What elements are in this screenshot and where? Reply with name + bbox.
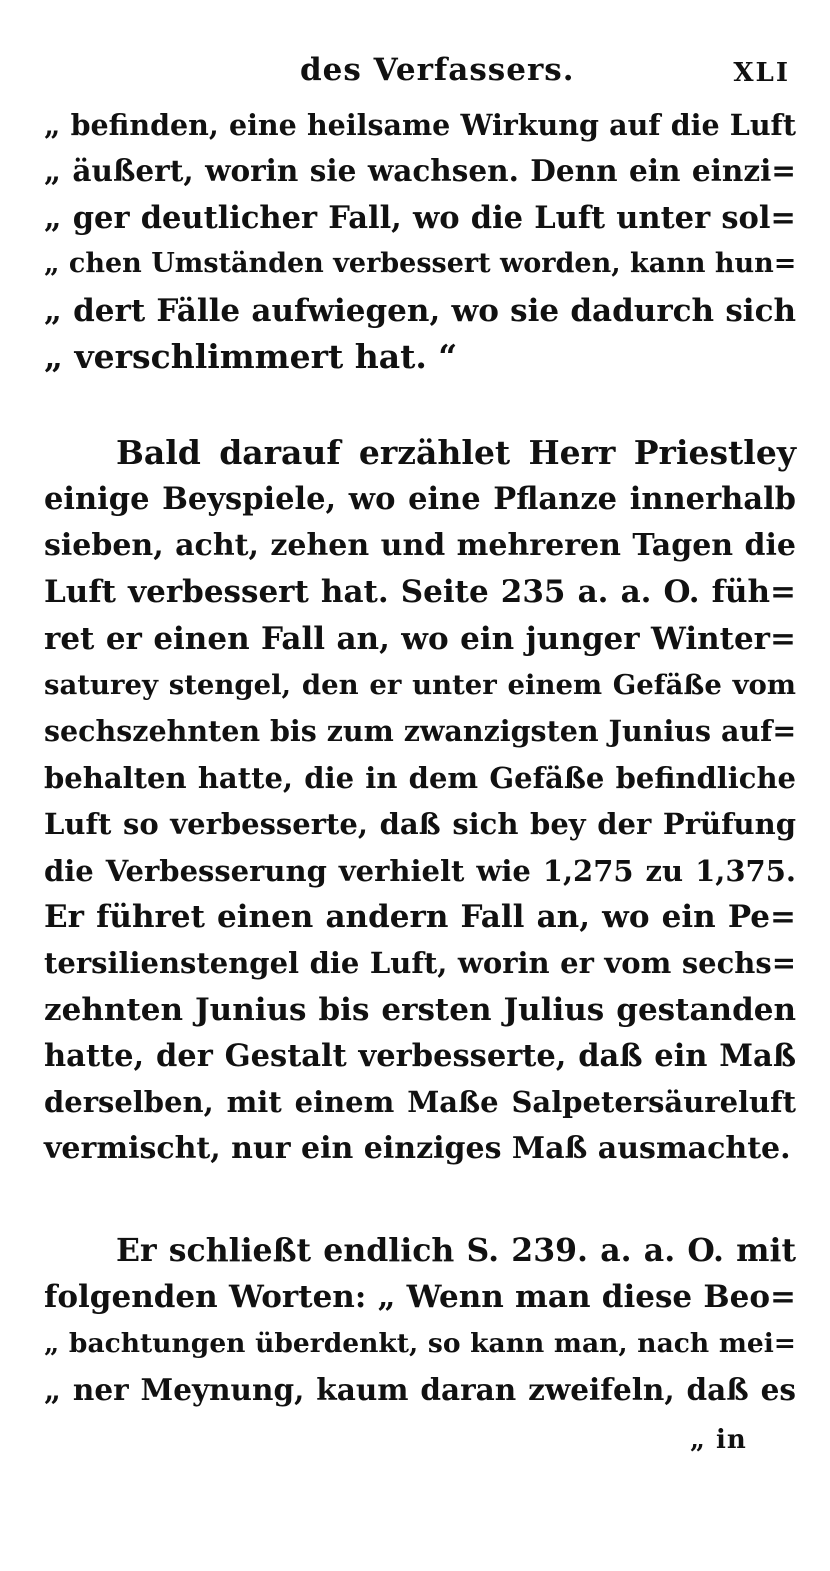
text-line: tersilienstengel die Luft, worin er vom sechs=: [44, 946, 796, 981]
catchword: „ in: [690, 1425, 747, 1455]
text-line: „ dert Fälle aufwiegen, wo sie dadurch sich: [44, 292, 796, 329]
text-line: behalten hatte, die in dem Gefäße befindliche: [44, 760, 796, 795]
text-line: Luft verbessert hat. Seite 235 a. a. O. füh=: [44, 574, 796, 611]
body-paragraph: [44, 430, 796, 1172]
page-header: [300, 52, 790, 92]
text-line: ret er einen Fall an, wo ein junger Winter=: [44, 620, 796, 657]
text-line: hatte, der Gestalt verbesserte, daß ein Maß: [44, 1038, 796, 1075]
text-line: saturey stengel, den er unter einem Gefäße vom: [44, 668, 796, 701]
quote-paragraph: [44, 102, 796, 380]
text-line: „ befinden, eine heilsame Wirkung auf die Luft: [44, 108, 796, 142]
text-line: einige Beyspiele, wo eine Pflanze innerhalb: [44, 481, 796, 518]
text-line: Er schließt endlich S. 239. a. a. O. mit: [116, 1232, 796, 1269]
text-line: sieben, acht, zehen und mehreren Tagen die: [44, 527, 796, 563]
text-line: „ ner Meynung, kaum daran zweifeln, daß es: [44, 1372, 796, 1408]
text-line: „ äußert, worin sie wachsen. Denn ein einzi=: [44, 153, 796, 189]
text-line: vermischt, nur ein einziges Maß ausmachte.: [44, 1130, 791, 1166]
text-line: „ ger deutlicher Fall, wo die Luft unter sol=: [44, 199, 796, 236]
page-number: XLI: [733, 58, 790, 88]
body-paragraph: [44, 1228, 796, 1414]
text-line: Er führet einen andern Fall an, wo ein Pe=: [44, 898, 796, 935]
text-line: „ chen Umständen verbessert worden, kann hun=: [44, 248, 797, 280]
text-line: sechszehnten bis zum zwanzigsten Junius auf=: [44, 714, 797, 749]
text-line: folgenden Worten: „ Wenn man diese Beo=: [44, 1279, 796, 1316]
text-line: Bald darauf erzählet Herr Priestley: [116, 433, 796, 472]
text-line: die Verbesserung verhielt wie 1,275 zu 1,375.: [44, 853, 796, 888]
text-line: „ bachtungen überdenkt, so kann man, nach mei=: [44, 1327, 796, 1359]
text-line: zehnten Junius bis ersten Julius gestanden: [44, 991, 796, 1028]
text-line: derselben, mit einem Maße Salpetersäureluft: [44, 1085, 796, 1120]
text-line: „ verschlimmert hat. “: [44, 336, 458, 376]
running-head: des Verfassers.: [300, 52, 575, 88]
text-line: Luft so verbesserte, daß sich bey der Prüfung: [44, 807, 796, 842]
